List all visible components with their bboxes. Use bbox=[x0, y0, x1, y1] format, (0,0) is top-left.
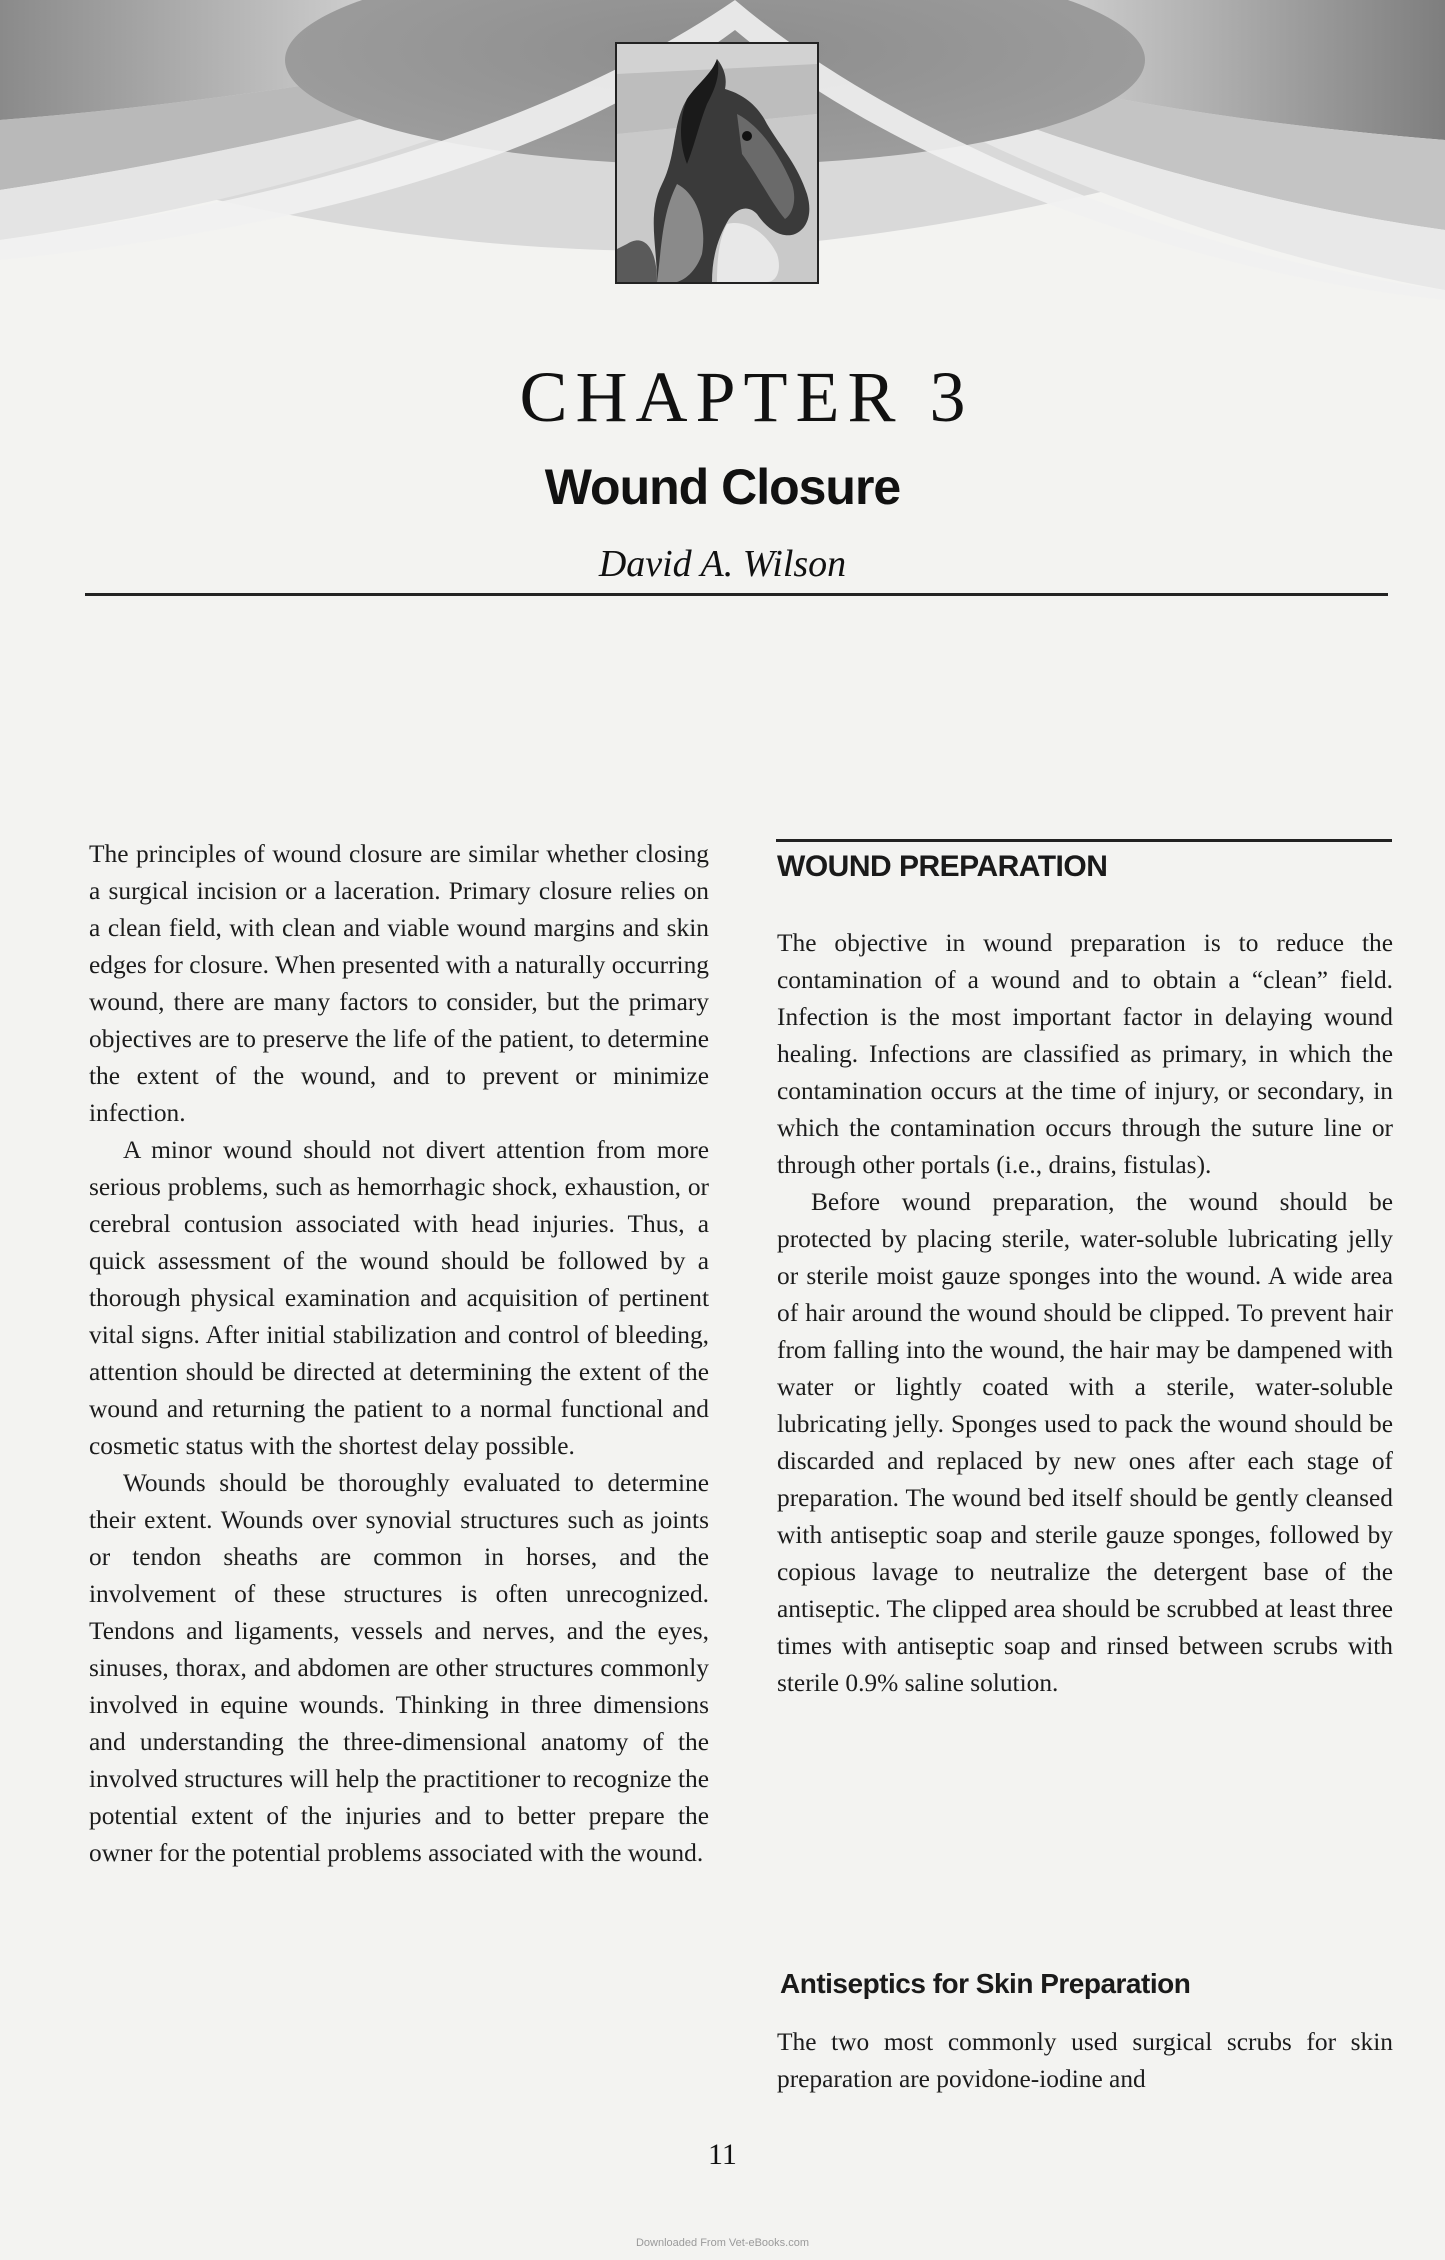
chapter-label: CHAPTER 3 bbox=[519, 357, 974, 437]
left-column bbox=[89, 836, 709, 1872]
body-paragraph: A minor wound should not divert attention from more serious problems, such as hemorrhagic shock, exhaustion, or cerebral contusion associated with head injuries. Thus, a quick assessment of the wound should be followed by a thorough physical examination and acquisition of pertinent vital signs. After initial stabilization and control of bleeding, attention should be directed at determining the extent of the wound and returning the patient to a normal functional and cosmetic status with the shortest delay possible. bbox=[89, 1136, 709, 1460]
body-paragraph: Wounds should be thoroughly evaluated to determine their extent. Wounds over synovial structures such as joints or tendon sheaths are common in horses, and the involvement of these structures is often unrecognized. Tendons and ligaments, vessels and nerves, and the eyes, sinuses, thorax, and abdomen are other structures commonly involved in equine wounds. Thinking in three dimensions and understanding the three-dimensional anatomy of the involved structures will help the practitioner to recognize the potential extent of the injuries and to better prepare the owner for the potential problems associated with the wound. bbox=[89, 1469, 709, 1867]
page-number: 11 bbox=[708, 2138, 737, 2171]
section-heading: WOUND PREPARATION bbox=[777, 850, 1108, 883]
horse-head-illustration-icon bbox=[615, 42, 819, 284]
chapter-title: Wound Closure bbox=[544, 459, 901, 515]
subsection-heading: Antiseptics for Skin Preparation bbox=[780, 1968, 1191, 1999]
download-watermark: Downloaded From Vet-eBooks.com bbox=[635, 2237, 810, 2249]
body-paragraph: The two most commonly used surgical scrubs for skin preparation are povidone-iodine and bbox=[777, 2028, 1393, 2093]
body-paragraph: The principles of wound closure are similar whether closing a surgical incision or a laceration. Primary closure relies on a clean field, with clean and viable wound margins and skin edges for closure. When presented with a naturally occurring wound, there are many factors to consider, but the primary objectives are to preserve the life of the patient, to determine the extent of the wound, and to prevent or minimize infection. bbox=[89, 840, 709, 1127]
chapter-author: David A. Wilson bbox=[598, 543, 847, 585]
section-divider bbox=[776, 839, 1392, 842]
body-paragraph: Before wound preparation, the wound should be protected by placing sterile, water-soluble lubricating jelly or sterile moist gauze sponges into the wound. A wide area of hair around the wound should be clipped. To prevent hair from falling into the wound, the hair may be dampened with water or lightly coated with a sterile, water-soluble lubricating jelly. Sponges used to pack the wound should be discarded and replaced by new ones after each stage of preparation. The wound bed itself should be gently cleansed with antiseptic soap and sterile gauze sponges, followed by copious lavage to neutralize the detergent base of the antiseptic. The clipped area should be scrubbed at least three times with antiseptic soap and rinsed between scrubs with sterile 0.9% saline solution. bbox=[777, 1188, 1393, 1697]
title-divider bbox=[85, 593, 1388, 596]
right-column-continued bbox=[777, 2024, 1393, 2098]
right-column bbox=[777, 925, 1393, 1702]
body-paragraph: The objective in wound preparation is to reduce the contamination of a wound and to obtain a “clean” field. Infection is the most important factor in delaying wound healing. Infections are classified as primary, in which the contamination occurs at the time of injury, or secondary, in which the contamination occurs through the suture line or through other portals (i.e., drains, fistulas). bbox=[777, 929, 1393, 1179]
